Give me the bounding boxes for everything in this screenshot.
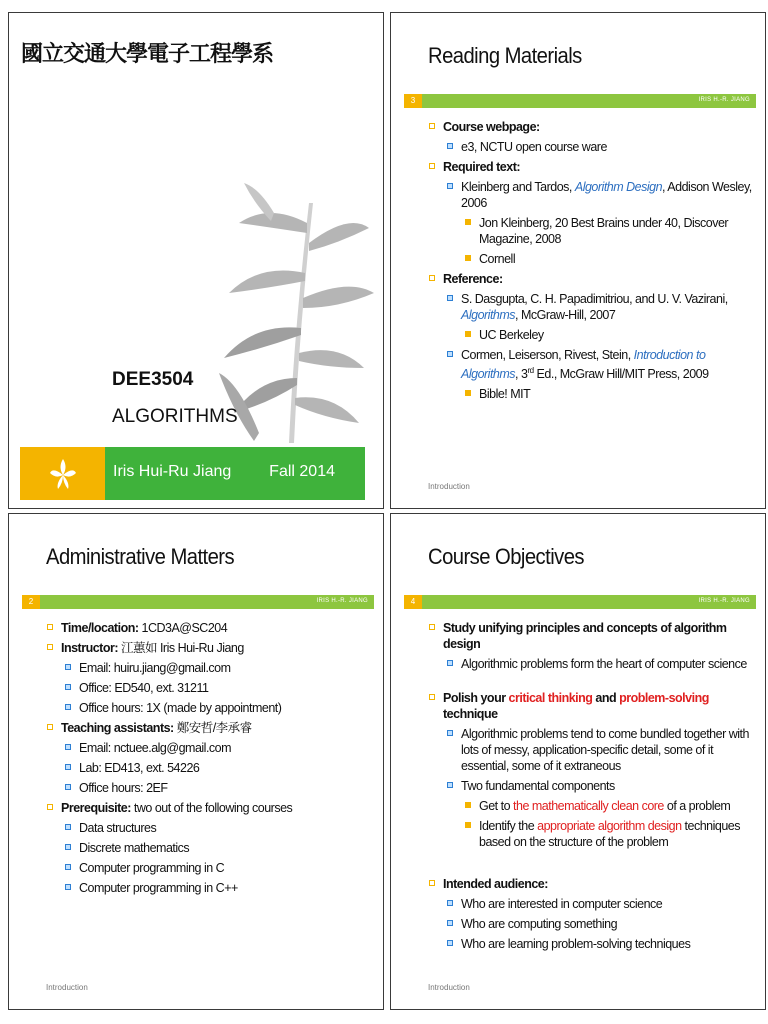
- slide-footer: Introduction: [46, 983, 88, 992]
- bullet: Study unifying principles and concepts of algorithm design: [427, 620, 755, 652]
- bullet: Who are computing something: [427, 916, 755, 932]
- bullet-icon: [447, 183, 453, 189]
- bullet: Required text:: [427, 159, 755, 175]
- bullet: Office: ED540, ext. 31211: [45, 680, 373, 696]
- slide-title: Reading Materials: [428, 43, 582, 68]
- bullet: Get to the mathematically clean core of a problem: [427, 798, 755, 814]
- course-objectives-slide: [390, 513, 766, 1010]
- bullet: Discrete mathematics: [45, 840, 373, 856]
- bullet-icon: [65, 684, 71, 690]
- bullet-icon: [47, 804, 53, 810]
- bullet-icon: [447, 920, 453, 926]
- highlight: problem-solving: [619, 691, 709, 705]
- bullet-icon: [447, 660, 453, 666]
- bullet: Time/location: 1CD3A@SC204: [45, 620, 373, 636]
- bullet: Email: nctuee.alg@gmail.com: [45, 740, 373, 756]
- bullet: Intended audience:: [427, 876, 755, 892]
- slide-footer: Introduction: [428, 983, 470, 992]
- bullet-icon: [65, 744, 71, 750]
- book-title: Algorithm Design: [574, 180, 663, 194]
- bullet: e3, NCTU open course ware: [427, 139, 755, 155]
- bullet: Data structures: [45, 820, 373, 836]
- bullet-icon: [65, 884, 71, 890]
- bullet-icon: [65, 844, 71, 850]
- title-slide: [8, 12, 384, 509]
- highlight: critical thinking: [508, 691, 593, 705]
- slide-footer: Introduction: [428, 482, 470, 491]
- instructor-name: Iris Hui-Ru Jiang: [113, 463, 232, 480]
- spacer: [427, 850, 755, 872]
- reading-materials-slide: [390, 12, 766, 509]
- bullet-icon: [65, 784, 71, 790]
- slide-content: [427, 115, 755, 402]
- header-bar: [404, 94, 756, 108]
- bullet: Teaching assistants: 鄭安哲/李承睿: [45, 720, 373, 736]
- bullet: Lab: ED413, ext. 54226: [45, 760, 373, 776]
- bullet-icon: [429, 694, 435, 700]
- bullet-icon: [429, 880, 435, 886]
- bullet-icon: [65, 704, 71, 710]
- bullet: Jon Kleinberg, 20 Best Brains under 40, Discover Magazine, 2008: [427, 215, 755, 247]
- bullet: Prerequisite: two out of the following courses: [45, 800, 373, 816]
- bullet-icon: [65, 864, 71, 870]
- bullet: Office hours: 2EF: [45, 780, 373, 796]
- slide-title: Administrative Matters: [46, 544, 235, 569]
- bullet: Computer programming in C++: [45, 880, 373, 896]
- iris-flower-icon: [48, 457, 78, 491]
- term: Fall 2014: [269, 463, 335, 480]
- instructor-bar: [105, 447, 365, 500]
- bullet: S. Dasgupta, C. H. Papadimitriou, and U. V. Vazirani, Algorithms, McGraw-Hill, 2007: [427, 291, 755, 323]
- slide-author: IRIS H.-R. JIANG: [698, 598, 750, 604]
- bullet-icon: [47, 724, 53, 730]
- bullet-icon: [447, 143, 453, 149]
- bullet: Cornell: [427, 251, 755, 267]
- header-bar: [22, 595, 374, 609]
- bullet: Bible! MIT: [427, 386, 755, 402]
- bullet: Who are interested in computer science: [427, 896, 755, 912]
- bullet-icon: [429, 624, 435, 630]
- bullet: Polish your critical thinking and problem-solving technique: [427, 690, 755, 722]
- slide-author: IRIS H.-R. JIANG: [316, 598, 368, 604]
- bullet-icon: [447, 351, 453, 357]
- bullet: Algorithmic problems tend to come bundled together with lots of messy, application-specific detail, some of it essential, some of it extraneous: [427, 726, 755, 774]
- slide-number: 4: [404, 595, 422, 609]
- bullet: Reference:: [427, 271, 755, 287]
- slide-content: [45, 616, 373, 896]
- bullet-icon: [65, 764, 71, 770]
- department-name: 國立交通大學電子工程學系: [21, 41, 274, 67]
- bullet-icon: [447, 730, 453, 736]
- bullet-icon: [447, 295, 453, 301]
- bullet-icon: [429, 275, 435, 281]
- slide-number: 2: [22, 595, 40, 609]
- slide-number: 3: [404, 94, 422, 108]
- bullet-icon: [465, 219, 471, 225]
- bullet-icon: [447, 782, 453, 788]
- bullet: Identify the appropriate algorithm design techniques based on the structure of the problem: [427, 818, 755, 850]
- bullet: Cormen, Leiserson, Rivest, Stein, Introduction to Algorithms, 3rd Ed., McGraw Hill/MIT Press, 2009: [427, 347, 755, 382]
- bullet-icon: [47, 624, 53, 630]
- bullet: Office hours: 1X (made by appointment): [45, 700, 373, 716]
- bullet-icon: [447, 940, 453, 946]
- bullet-icon: [429, 163, 435, 169]
- book-title: Introduction to Algorithms: [461, 348, 706, 382]
- header-bar: [404, 595, 756, 609]
- course-code: DEE3504: [112, 369, 194, 390]
- bullet: Instructor: 江蕙如 Iris Hui-Ru Jiang: [45, 640, 373, 656]
- logo-bar: [20, 447, 105, 500]
- bullet: Two fundamental components: [427, 778, 755, 794]
- slide-author: IRIS H.-R. JIANG: [698, 97, 750, 103]
- bullet-icon: [465, 390, 471, 396]
- highlight: the mathematically clean core: [513, 799, 664, 813]
- highlight: appropriate algorithm design: [537, 819, 682, 833]
- bullet-icon: [465, 331, 471, 337]
- slide-content: [427, 616, 755, 952]
- bullet: UC Berkeley: [427, 327, 755, 343]
- bullet-icon: [47, 644, 53, 650]
- bullet: Email: huiru.jiang@gmail.com: [45, 660, 373, 676]
- bullet-icon: [465, 822, 471, 828]
- bullet: Computer programming in C: [45, 860, 373, 876]
- course-name: ALGORITHMS: [112, 406, 238, 427]
- bullet-icon: [65, 664, 71, 670]
- bullet-icon: [447, 900, 453, 906]
- book-title: Algorithms: [461, 308, 516, 322]
- administrative-matters-slide: [8, 513, 384, 1010]
- spacer: [427, 672, 755, 686]
- bullet-icon: [465, 255, 471, 261]
- bullet: Course webpage:: [427, 119, 755, 135]
- bullet-icon: [465, 802, 471, 808]
- bullet: Kleinberg and Tardos, Algorithm Design, Addison Wesley, 2006: [427, 179, 755, 211]
- slide-title: Course Objectives: [428, 544, 584, 569]
- bullet: Who are learning problem-solving techniques: [427, 936, 755, 952]
- university-logo: [21, 31, 274, 75]
- bullet: Algorithmic problems form the heart of computer science: [427, 656, 755, 672]
- bullet-icon: [429, 123, 435, 129]
- bullet-icon: [65, 824, 71, 830]
